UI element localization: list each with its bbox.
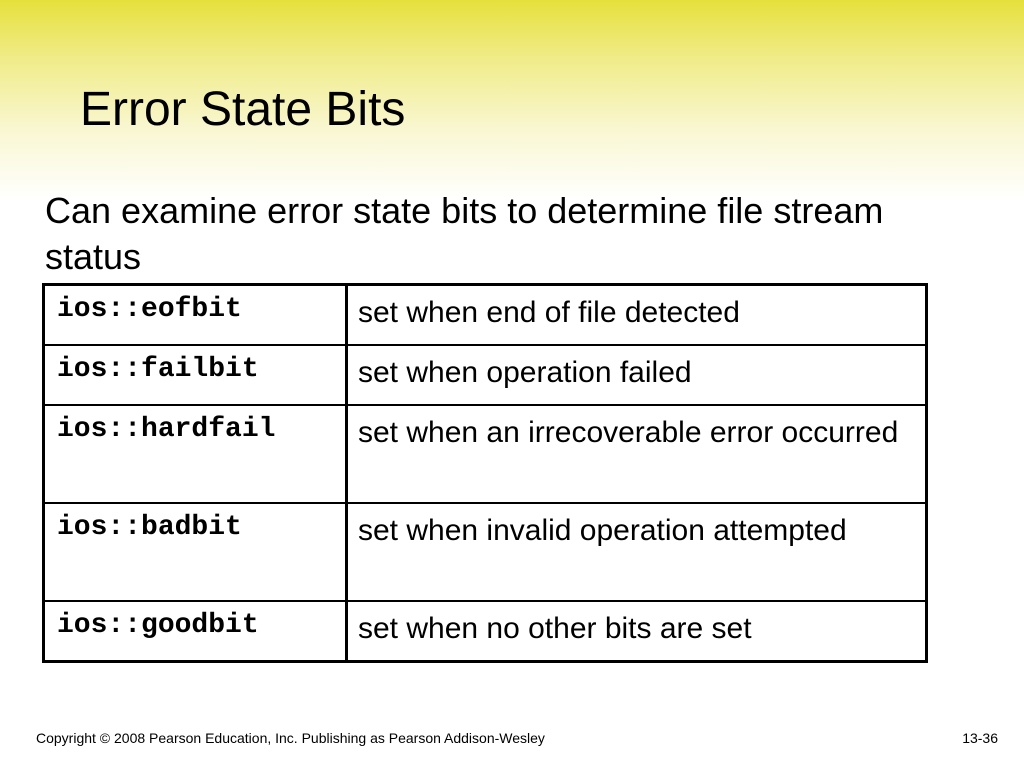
bit-description: set when no other bits are set	[358, 612, 752, 645]
bit-name-cell	[44, 503, 347, 601]
bit-name: ios::eofbit	[57, 294, 242, 325]
table-row	[44, 285, 927, 346]
table-row	[44, 345, 927, 405]
bit-description-cell	[347, 405, 927, 503]
bit-name: ios::goodbit	[57, 610, 259, 641]
bit-name: ios::hardfail	[57, 414, 276, 445]
error-bits-table	[42, 283, 928, 663]
bit-name-cell	[44, 405, 347, 503]
copyright-notice: Copyright © 2008 Pearson Education, Inc. Publishing as Pearson Addison-Wesley	[36, 730, 545, 746]
table-row	[44, 601, 927, 662]
bit-description-cell	[347, 285, 927, 346]
bit-name: ios::failbit	[57, 354, 259, 385]
bit-description-cell	[347, 601, 927, 662]
bit-description-cell	[347, 345, 927, 405]
bit-description: set when an irrecoverable error occurred	[358, 416, 899, 449]
bit-name-cell	[44, 601, 347, 662]
bit-name-cell	[44, 345, 347, 405]
bit-description-cell	[347, 503, 927, 601]
bit-description: set when end of file detected	[358, 296, 740, 329]
table-row	[44, 503, 927, 601]
bit-name: ios::badbit	[57, 512, 242, 543]
intro-text: Can examine error state bits to determine file stream status	[45, 190, 884, 277]
page-number: 13-36	[962, 730, 998, 746]
slide-title: Error State Bits	[80, 83, 406, 136]
bit-description: set when invalid operation attempted	[358, 514, 847, 547]
table-row	[44, 405, 927, 503]
bit-description: set when operation failed	[358, 356, 692, 389]
bit-name-cell	[44, 285, 347, 346]
